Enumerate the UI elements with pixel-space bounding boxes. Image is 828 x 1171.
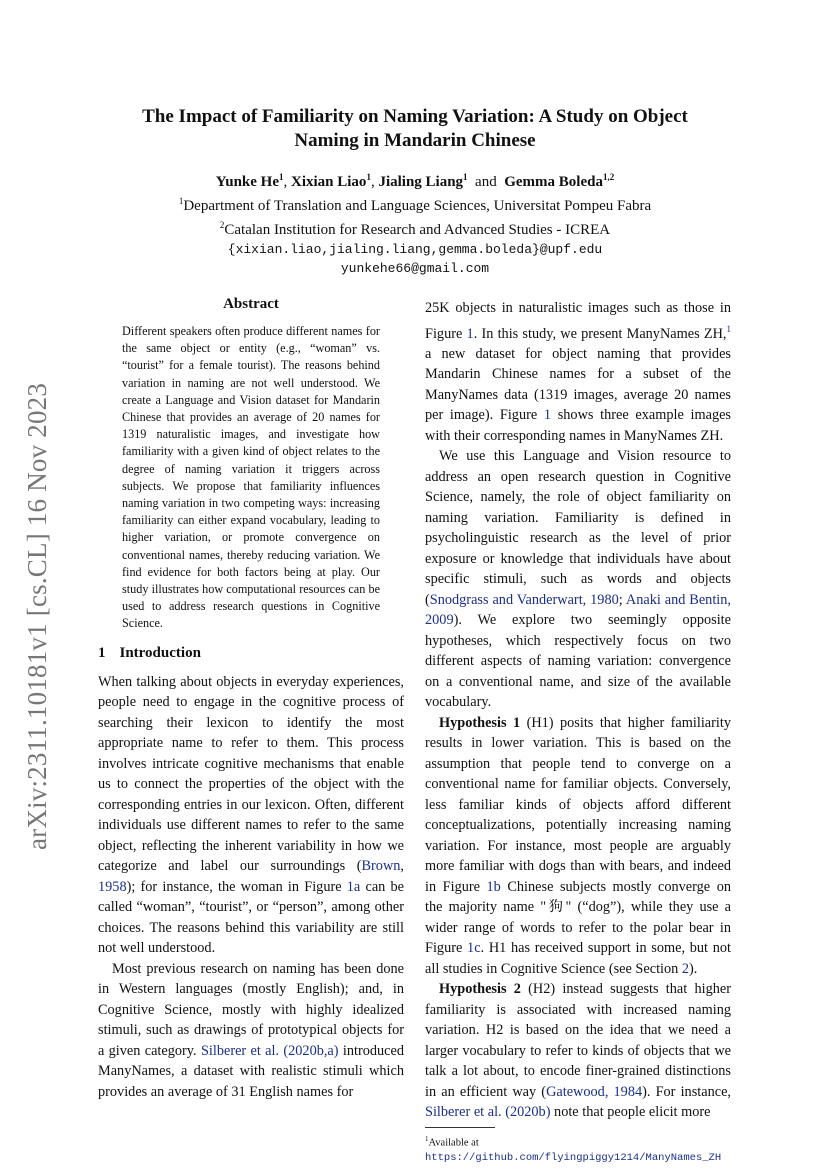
text-run: 25K objects in naturalistic images such as those in Figure — [425, 300, 731, 342]
figure-link[interactable]: 1 — [466, 325, 474, 342]
abstract-text: Different speakers often produce different names for the same object or entity (e.g., “woman” vs. “tourist” for a female tourist). The reasons behind variation in naming are not well understood. We create a Language and Vision dataset for Mandarin Chinese that provides an average of 20 names for 1319 naturalistic images, and investigate how familiarity with a given kind of object relates to the degree of naming variation it triggers across subjects. We propose that familiarity influences naming variation in two competing ways: increasing familiarity can either expand vocabulary, leading to higher variation, or promote convergence on conventional names, thereby reducing variation. We find evidence for both factors being at play. Our study illustrates how computational resources can be used to address research questions in Cognitive Science. — [122, 324, 380, 631]
footnote-url-link[interactable]: https://github.com/flyingpiggy1214/ManyNames_ZH — [425, 1152, 722, 1165]
hypothesis-1-paragraph — [425, 713, 731, 980]
footnote — [425, 1132, 731, 1167]
text-run: ). — [689, 960, 698, 977]
footnote-rule — [425, 1127, 495, 1128]
footnote-marker[interactable]: 1 — [726, 323, 731, 334]
paper-header — [90, 105, 740, 278]
text-run: . H1 has received support in some, but not all studies in Cognitive Science (see Section — [425, 940, 732, 977]
text-run: note that people elicit more — [550, 1104, 711, 1121]
figure-link[interactable]: 1b — [486, 878, 501, 895]
author-sup: 1 — [366, 172, 371, 182]
author-name: Gemma Boleda — [504, 174, 603, 190]
section-link[interactable]: 2 — [681, 960, 690, 977]
text-run: ). We explore two seemingly opposite hypotheses, which respectively focus on two different aspects of naming variation: convergence on a conventional name, and size of the available vocabulary. — [425, 612, 731, 711]
text-run: , — [400, 858, 404, 875]
intro-paragraph-2 — [98, 959, 404, 1103]
hypothesis-label: Hypothesis 2 — [439, 981, 521, 998]
citation-link[interactable]: Silberer et al. (2020b) — [425, 1104, 551, 1121]
text-run: Chinese subjects mostly converge on the majority name "狗" (“dog”), while they use a wider range of words to refer to the polar bear in Figure — [425, 878, 731, 957]
text-run: shows three example images with their corresponding names in ManyNames ZH. — [425, 407, 731, 444]
affil-text: Catalan Institution for Research and Advanced Studies - ICREA — [224, 222, 611, 238]
figure-link[interactable]: 1a — [346, 878, 361, 895]
section-heading-intro — [98, 645, 404, 662]
author-sup: 1 — [463, 172, 468, 182]
affil-sup: 2 — [219, 220, 225, 230]
section-title: Introduction — [119, 644, 201, 661]
citation-link[interactable]: Gatewood, 1984 — [546, 1083, 643, 1100]
text-run: (H2) instead suggests that higher familiarity is associated with increased naming variation. H2 is based on the idea that we need a larger vocabulary to refer to kinds of objects that we talk a lot about, to encode finer-grained distinctions in an efficient way ( — [425, 981, 732, 1100]
abstract-heading: Abstract — [223, 296, 279, 312]
author-sup: 1 — [279, 172, 284, 182]
hypothesis-label: Hypothesis 1 — [439, 714, 521, 731]
affil-sup: 1 — [178, 196, 184, 206]
text-run: Most previous research on naming has been done in Western languages (mostly English); and, in Cognitive Science, mostly with highly idealized stimuli, such as drawings of prototypical objects for a given category. — [98, 960, 404, 1059]
citation-link[interactable]: Anaki and Bentin, 2009 — [425, 591, 731, 629]
email-line-2: yunkehe66@gmail.com — [340, 261, 490, 276]
right-column — [425, 298, 731, 1166]
footnote-text: Available at — [428, 1137, 479, 1149]
author-name: Jialing Liang — [378, 174, 464, 190]
footnote-number: 1 — [425, 1134, 429, 1143]
title-line-2: Naming in Mandarin Chinese — [294, 130, 536, 151]
author-list: Yunke He$^1$, Xixian Liao$^1$, Jialing Liang$^1$ and Gemma Boleda$^{1,2}$ — [215, 172, 615, 190]
text-run: When talking about objects in everyday experiences, people need to engage in the cognitive process of searching their lexicon to identify the most appropriate name to refer to them. This process involves intricate cognitive mechanisms that enable us to connect the properties of the object with the corresponding entries in our lexicon. Often, different individuals use different names to refer to the same object, reflecting the inherent variability in how we categorize and label our surroundings ( — [98, 673, 404, 875]
arxiv-stamp: arXiv:2311.10181v1 [cs.CL] 16 Nov 2023 — [22, 382, 52, 850]
author-and: and — [475, 174, 497, 190]
author-name: Yunke He — [215, 174, 279, 190]
text-run: ; — [618, 591, 626, 608]
author-sup: 1,2 — [602, 172, 615, 182]
author-name: Xixian Liao — [291, 174, 367, 190]
title-line-1: The Impact of Familiarity on Naming Variation: A Study on Object — [142, 106, 688, 127]
right-paragraph-1 — [425, 298, 731, 446]
right-paragraph-2 — [425, 446, 731, 713]
text-run: We use this Language and Vision resource to address an open research question in Cognitive Science, namely, the role of object familiarity on naming variation. Familiarity is defined in psycholinguistic research as the level of prior exposure or knowledge that individuals have about specific stimuli, such as words and objects ( — [425, 448, 731, 608]
intro-paragraph-1 — [98, 672, 404, 959]
text-run: ); for instance, the woman in Figure — [126, 878, 347, 895]
citation-link[interactable]: Silberer et al. (2020b,a) — [200, 1042, 339, 1059]
text-run: can be called “woman”, “tourist”, or “person”, among other choices. The reasons behind this variability are still not well understood. — [98, 878, 405, 957]
citation-link[interactable]: Brown — [361, 858, 401, 875]
figure-link[interactable]: 1c — [467, 940, 481, 957]
text-run: . In this study, we present ManyNames ZH, — [473, 325, 727, 342]
email-line-1: {xixian.liao,jialing.liang,gemma.boleda}@upf.edu — [227, 242, 603, 257]
hypothesis-2-paragraph — [425, 979, 731, 1123]
text-run: a new dataset for object naming that provides Mandarin Chinese names for a subset of the ManyNames data (1319 images, average 20 names per image). Figure — [425, 345, 731, 424]
citation-link[interactable]: 1958 — [98, 878, 127, 895]
affiliation-2 — [90, 216, 740, 240]
text-run: ). For instance, — [642, 1083, 731, 1100]
affiliation-1 — [90, 192, 740, 216]
section-number: 1 — [98, 644, 106, 661]
paper-title — [90, 105, 740, 153]
text-run: (H1) posits that higher familiarity results in lower variation. This is based on the assumption that people tend to converge on a conventional name for familiar objects. Conversely, less familiar kinds of objects afford different conceptualizations, potentially increasing naming variation. For instance, most people are arguably more familiar with dogs than with bears, and indeed in Figure — [425, 714, 732, 895]
left-column — [98, 296, 404, 1102]
citation-link[interactable]: Snodgrass and Vanderwart, 1980 — [429, 591, 619, 608]
text-run: introduced ManyNames, a dataset with realistic stimuli which provides an average of 31 English names for — [98, 1042, 405, 1100]
affil-text: Department of Translation and Language Sciences, Universitat Pompeu Fabra — [183, 198, 652, 214]
figure-link[interactable]: 1 — [543, 407, 552, 424]
